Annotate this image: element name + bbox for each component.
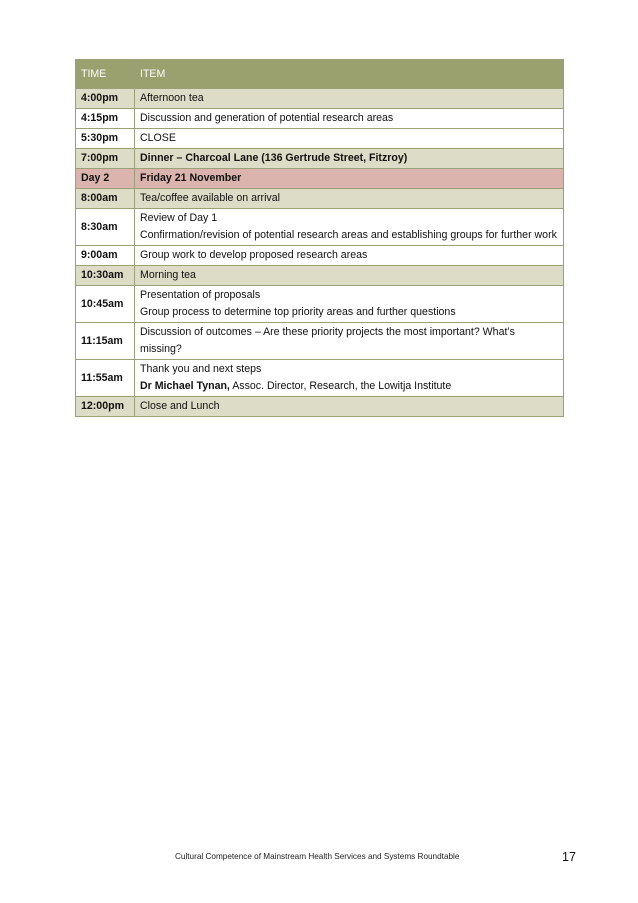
agenda-row (76, 246, 564, 266)
agenda-item-line: Discussion and generation of potential research areas (140, 112, 394, 124)
agenda-row (76, 169, 564, 189)
agenda-item (135, 189, 564, 209)
header-item: ITEM (135, 60, 564, 89)
agenda-row (76, 189, 564, 209)
header-time: TIME (76, 60, 135, 89)
agenda-row (76, 129, 564, 149)
agenda-row (76, 323, 564, 360)
agenda-time: 4:15pm (76, 109, 135, 129)
agenda-item-line: Morning tea (140, 269, 196, 281)
agenda-time: 8:30am (76, 209, 135, 246)
agenda-item (135, 149, 564, 169)
agenda-item (135, 360, 564, 397)
agenda-item (135, 129, 564, 149)
agenda-row (76, 266, 564, 286)
speaker-role: Assoc. Director, Research, the Lowitja Institute (232, 380, 452, 392)
agenda-row (76, 89, 564, 109)
agenda-body (76, 89, 564, 417)
agenda-item-line: Tea/coffee available on arrival (140, 192, 280, 204)
agenda-time: 11:55am (76, 360, 135, 397)
agenda-item (135, 89, 564, 109)
agenda-item-line: Confirmation/revision of potential research areas and establishing groups for further work (140, 229, 557, 241)
agenda-item (135, 397, 564, 417)
agenda-item-line: Close and Lunch (140, 400, 220, 412)
agenda-row (76, 360, 564, 397)
agenda-time: 8:00am (76, 189, 135, 209)
agenda-header-row (76, 60, 564, 89)
agenda-time: 5:30pm (76, 129, 135, 149)
agenda-item-line: Afternoon tea (140, 92, 204, 104)
agenda-row (76, 109, 564, 129)
agenda-row (76, 286, 564, 323)
agenda-time: 7:00pm (76, 149, 135, 169)
agenda-item-line: Thank you and next steps (140, 363, 262, 375)
agenda-time: 11:15am (76, 323, 135, 360)
page-number: 17 (562, 850, 576, 864)
agenda-item (135, 266, 564, 286)
agenda-item-line: Dinner – Charcoal Lane (136 Gertrude Street, Fitzroy) (140, 152, 408, 164)
agenda-item-line: Group process to determine top priority areas and further questions (140, 306, 456, 318)
agenda-time: 10:30am (76, 266, 135, 286)
agenda-time: 12:00pm (76, 397, 135, 417)
agenda-speaker-line (140, 378, 558, 395)
agenda-item (135, 209, 564, 246)
agenda-row (76, 149, 564, 169)
agenda-time: 4:00pm (76, 89, 135, 109)
agenda-item-line: CLOSE (140, 132, 176, 144)
agenda-row (76, 397, 564, 417)
agenda-time: 9:00am (76, 246, 135, 266)
agenda-item-line: Group work to develop proposed research areas (140, 249, 368, 261)
agenda-item (135, 109, 564, 129)
footer-title: Cultural Competence of Mainstream Health Services and Systems Roundtable (175, 852, 460, 861)
agenda-item (135, 286, 564, 323)
agenda-table (75, 59, 564, 417)
agenda-item (135, 169, 564, 189)
agenda-time: 10:45am (76, 286, 135, 323)
agenda-item-line: Discussion of outcomes – Are these priority projects the most important? What’s missing? (140, 326, 515, 355)
agenda-item-line: Friday 21 November (140, 172, 242, 184)
agenda-item-line: Review of Day 1 (140, 212, 218, 224)
agenda-time: Day 2 (76, 169, 135, 189)
agenda-item (135, 323, 564, 360)
agenda-row (76, 209, 564, 246)
agenda-item-line: Presentation of proposals (140, 289, 261, 301)
agenda-item (135, 246, 564, 266)
speaker-name: Dr Michael Tynan, (140, 380, 230, 392)
